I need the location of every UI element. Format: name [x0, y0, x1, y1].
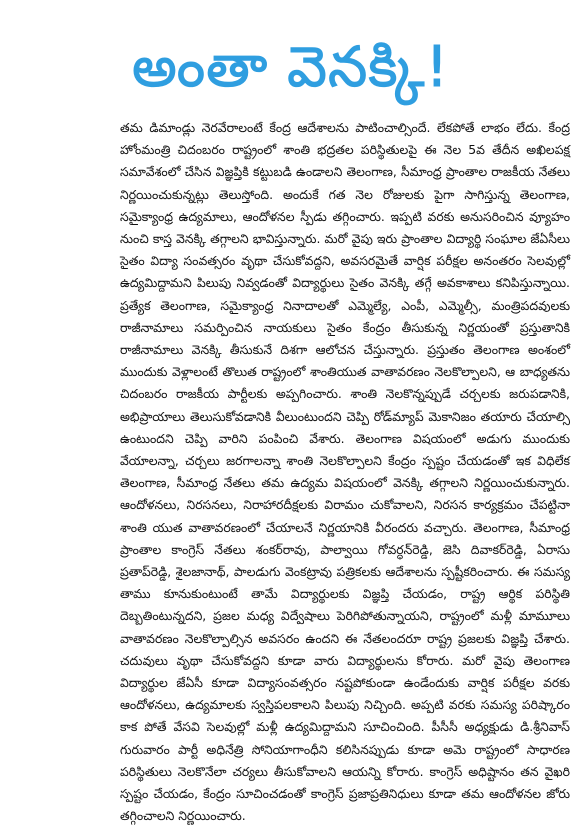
article-body: తమ డిమాండ్లు నెరవేరాలంటే కేంద్ర ఆదేశాలను పాటించాల్సిందే. లేకపోతే లాభం లేదు. కేంద్ర హోంమంత్రి చిదంబరం రాష్ట్రంలో శాంతి భద్రతల పరిస్థితులపై ఈ నెల 5వ తేదీన అఖిలపక్ష సమావేశంలో చేసిన విజ్ఞప్తికి కట్టుబడి ఉండాలని తెలంగాణ, సీమాంధ్ర ప్రాంతాల రాజకీయ నేతలు నిర్ణయించుకున్నట్లు తెలుస్తోంది. అందుకే గత నెల రోజులకు పైగా సాగిస్తున్న తెలంగాణ, సమైక్యాంధ్ర ఉద్యమాలు, ఆందోళనల స్పీడు తగ్గించారు. ఇప్పటి వరకు అనుసరించిన వ్యూహం నుంచి కాస్త వెనక్కి తగ్గాలని భావిస్తున్నారు. మరో వైపు ఇరు ప్రాంతాల విద్యార్థి సంఘాల జేఏసీలు సైతం విద్యా సంవత్సరం వృథా చేసుకోవద్దని, అవసరమైతే వార్షిక పరీక్షల అనంతరం సెలవుల్లో ఉద్యమిద్దామని పిలుపు నివ్వడంతో విద్యార్థులు సైతం వెనక్కి తగ్గే అవకాశాలు కనిపిస్తున్నాయి. ప్రత్యేక తెలంగాణ, సమైక్యాంధ్ర నినాదాలతో ఎమ్మెల్యే, ఎంపీ, ఎమ్మెల్సీ, మంత్రిపదవులకు రాజీనామాలు సమర్పించిన నాయకులు సైతం కేంద్రం తీసుకున్న నిర్ణయంతో ప్రస్తుతానికి రాజీనామాలు వెనక్కి తీసుకునే దిశగా ఆలోచన చేస్తున్నారు. ప్రస్తుతం తెలంగాణ అంశంలో ముందుకు వెళ్లాలంటే తొలుత రాష్ట్రంలో శాంతియుత వాతావరణం నెలకొల్పాలని, ఆ బాధ్యతను చిదంబరం రాజకీయ పార్టీలకు అప్పగించారు. శాంతి నెలకొన్నప్పుడే చర్చలకు జరుపడానికి, అభిప్రాయాలు తెలుసుకోవడానికి వీలుంటుందని చెప్పి రోడ్‌మ్యాప్ మెకానిజం తయారు చేయాల్సి ఉంటుందని చెప్పి వారిని పంపించి వేశారు. తెలంగాణ విషయంలో అడుగు ముందుకు వేయాలన్నా, చర్చలు జరగాలన్నా శాంతి నెలకొల్పాలని కేంద్రం స్పష్టం చేయడంతో ఇక విధిలేక తెలంగాణ, సీమాంధ్ర నేతలు తమ ఉద్యమ విషయంలో వెనక్కి తగ్గాలని నిర్ణయించుకున్నారు. ఆందోళనలు, నిరసనలు, నిరాహారదీక్షలకు విరామం చుకోవాలని, నిరసన కార్యక్రమం చేపట్టినా శాంతి యుత వాతావరణంలో చేయాలనే నిర్ణయానికి వీరందరు వచ్చారు. తెలంగాణ, సీమాంధ్ర ప్రాంతాల కాంగ్రెస్ నేతలు శంకర్‌రావు, పాల్వాయి గోవర్ధన్‌రెడ్డి, జెసి దివాకర్‌రెడ్డి, ఏరాసు ప్రతాప్‌రెడ్డి, శైలజానాథ్, పాలడుగు వెంకట్రావు పత్రికలకు ఆదేశాలను స్పష్టీకరించారు. ఈ సమస్య తాము కూనుకుంటుంటే తామే విద్యార్థులకు విజ్ఞప్తి చేయడం, రాష్ట్ర ఆర్థిక పరిస్థితి దెబ్బతింటున్నదని, ప్రజల మధ్య విద్వేషాలు పెరిగిపోతున్నాయని, రాష్ట్రంలో మళ్లీ మామూలు వాతావరణం నెలకొల్పాల్సిన అవసరం ఉందని ఈ నేతలందరూ రాష్ట్ర ప్రజలకు విజ్ఞప్తి చేశారు. చదువులు వృథా చేసుకోవద్దని కూడా వారు విద్యార్థులను కోరారు. మరో వైపు తెలంగాణ విద్యార్థుల జేఏసీ కూడా విద్యాసంవత్సరం నష్టపోకుండా ఉండేందుకు వార్షిక పరీక్షల వరకు ఆందోళనలు, ఉద్యమాలకు స్వస్తిపలకాలని పిలుపు నిచ్చింది. అప్పటి వరకు సమస్య పరిష్కారం కాక పోతే వేసవి సెలవుల్లో మళ్లీ ఉద్యమిద్దామని సూచించింది. పీసీసీ అధ్యక్షుడు డి.శ్రీనివాస్ గురువారం పార్టీ అధినేత్రి సోనియాగాంధీని కలిసినప్పుడు కూడా అమె రాష్ట్రంలో సాధారణ పరిస్థితులు నెలకొనేలా చర్యలు తీసుకోవాలని ఆయన్ని కోరారు. కాంగ్రెస్ అధిష్టానం తన వైఖరి స్పష్టం చేయడం, కేంద్రం సూచించడంతో కాంగ్రెస్ ప్రజాప్రతినిధులు కూడా తమ ఆందోళనల జోరు తగ్గించాలని నిర్ణయించారు.: [120, 120, 570, 824]
headline: అంతా వెనక్కి!: [131, 35, 450, 100]
